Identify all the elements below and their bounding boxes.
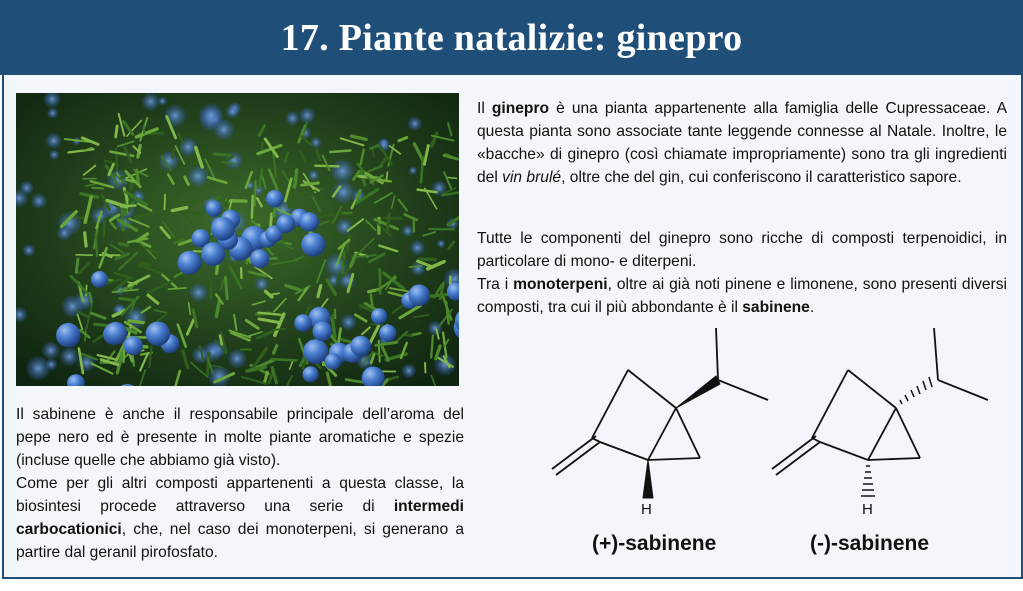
minus-hydrogen-label: H (862, 501, 873, 518)
sabinene-structures (540, 320, 1010, 570)
bold-term: monoterpeni (513, 276, 608, 293)
needle (333, 319, 335, 336)
needle (330, 151, 350, 153)
needle (252, 196, 253, 218)
juniper-berry (303, 339, 328, 364)
terpenes-paragraph (477, 227, 1007, 319)
juniper-berry (91, 271, 108, 288)
blurred-berry (189, 283, 207, 301)
juniper-berry (301, 233, 325, 257)
blurred-berry (45, 359, 57, 371)
text-run: Tutte le componenti del ginepro sono ricche di composti terpenoidici, in particolare di mono- e diterpeni. (477, 230, 1007, 270)
blurred-berry (57, 226, 72, 241)
needle (165, 195, 166, 210)
ginepro-description (477, 97, 1007, 189)
needle (85, 233, 86, 246)
juniper-berry (146, 322, 170, 346)
juniper-berry (350, 336, 371, 357)
text-run: Come per gli altri composti appartenenti a questa classe, la biosintesi procede attraverso una serie di (16, 475, 464, 515)
juniper-berry (303, 366, 319, 382)
needle (121, 206, 135, 207)
needle (120, 298, 134, 300)
needle (370, 324, 382, 325)
needle (215, 154, 231, 155)
needle (173, 149, 175, 158)
text-run: Il (477, 100, 492, 117)
text-run: , oltre ai già noti pinene e limonene, sono presenti diversi composti, tra cui il più abbondante è il (477, 276, 1007, 316)
blurred-berry (158, 97, 167, 106)
text-run: , oltre che del gin, cui conferiscono il caratteristico sapore. (561, 169, 962, 186)
plus-hydrogen-label: H (641, 501, 652, 518)
needle (225, 277, 227, 298)
text-run: Il sabinene è anche il responsabile principale dell’aroma del pepe nero ed è presente in molte piante aromatiche e spezie (incluse quelle che abbiamo già visto). (16, 406, 464, 469)
blurred-berry (310, 137, 321, 148)
text-run: , che, nel caso dei monoterpeni, si generano a partire dal geranil pirofosfato. (16, 521, 464, 561)
aroma-sentence (16, 403, 464, 472)
blurred-berry (142, 93, 160, 110)
blurred-berry (42, 342, 59, 359)
minus-sabinene-label: (-)-sabinene (810, 532, 930, 555)
needle (73, 217, 84, 219)
needle (92, 188, 103, 189)
juniper-berry (300, 212, 319, 231)
needle (116, 126, 117, 137)
bold-term: intermedi carbocationici (16, 498, 464, 538)
needle (428, 294, 450, 296)
juniper-berry (266, 190, 283, 207)
blurred-berry (226, 105, 240, 119)
juniper-berry (206, 200, 222, 216)
blurred-berry (47, 108, 58, 119)
juniper-berry (408, 284, 430, 306)
needle (379, 180, 391, 182)
juniper-berry (56, 323, 80, 347)
juniper-berry (124, 336, 143, 355)
juniper-berry (201, 242, 225, 266)
juniper-berry (211, 217, 235, 241)
blurred-berry (60, 347, 79, 366)
terpenoid-sentence (477, 227, 1007, 273)
juniper-berry (325, 353, 342, 370)
needle (371, 295, 373, 307)
blurred-berry (285, 111, 299, 125)
blurred-berry (341, 314, 357, 330)
blurred-berry (308, 170, 319, 181)
needle (255, 181, 256, 206)
blurred-berry (402, 364, 416, 378)
blurred-berry (402, 225, 414, 237)
bold-term: ginepro (491, 100, 550, 117)
needle (419, 259, 435, 260)
juniper-berry (371, 308, 387, 324)
blurred-berry (199, 103, 223, 127)
juniper-berry (104, 322, 127, 345)
biosynthesis-sentence (16, 472, 464, 564)
blurred-berry (46, 133, 62, 149)
plus-sabinene-structure (552, 328, 768, 498)
juniper-photo (16, 93, 459, 386)
needle (94, 324, 108, 326)
italic-term: vin brulé (502, 169, 562, 186)
juniper-berry (379, 325, 396, 342)
blurred-berry (49, 150, 59, 160)
blurred-berry (428, 321, 443, 336)
needle (119, 244, 127, 246)
blurred-berry (299, 107, 315, 123)
blurred-berry (188, 166, 209, 187)
blurred-berry (409, 166, 417, 174)
juniper-berry (250, 249, 269, 268)
page-title: 17. Piante natalizie: ginepro (280, 16, 743, 59)
needle (96, 234, 97, 256)
needle (104, 219, 105, 236)
blurred-berry (437, 239, 446, 248)
juniper-berries-image (16, 93, 459, 386)
title-bar (0, 0, 1023, 75)
text-run: . (809, 299, 815, 316)
bold-term: sabinene (742, 299, 810, 316)
needle (446, 177, 456, 178)
needle (129, 321, 143, 323)
needle (142, 264, 151, 266)
juniper-berry (294, 314, 312, 332)
blurred-berry (410, 240, 425, 255)
monoterpenes-sentence (477, 273, 1007, 319)
blurred-berry (408, 117, 422, 131)
needle (271, 359, 296, 360)
juniper-berry (313, 321, 333, 341)
needle (425, 363, 426, 373)
sabinene-paragraph (16, 403, 464, 564)
needle (387, 214, 389, 232)
text-run: Tra i (477, 276, 514, 293)
blurred-berry (26, 356, 50, 380)
needle (76, 259, 78, 272)
minus-sabinene-structure (772, 328, 988, 496)
plus-sabinene-label: (+)-sabinene (592, 532, 717, 555)
juniper-berry (277, 215, 296, 234)
text-run: è una pianta appartenente alla famiglia delle Cupressaceae. A questa pianta sono associate tante leggende connesse al Natale. Inoltre, le «bacche» di ginepro (così chiamate impropriamente) sono tra gli ingredienti del (477, 100, 1007, 186)
blurred-berry (336, 218, 353, 235)
needle (295, 170, 297, 187)
blurred-berry (31, 193, 46, 208)
blurred-berry (23, 244, 35, 256)
blurred-berry (255, 277, 269, 291)
intro-paragraph (477, 97, 1007, 189)
juniper-berry (178, 251, 202, 275)
blurred-berry (331, 159, 354, 182)
blurred-berry (228, 349, 247, 368)
